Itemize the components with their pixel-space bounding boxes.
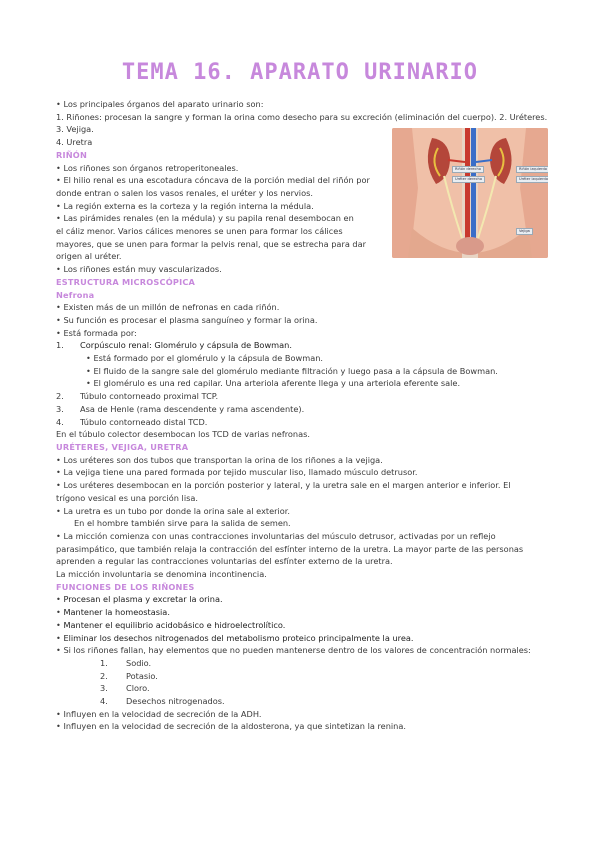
list-item: • Mantener el equilibrio acidobásico e hidroelectrolítico.: [56, 619, 548, 632]
organs-line: 1. Riñones: procesan la sangre y forman la orina como desecho para su excreción (eliminación del cuerpo). 2. Uréteres.: [56, 111, 548, 122]
list-item-cont: el cáliz menor. Varios cálices menores se unen para formar los cálices: [56, 226, 343, 237]
list-item: • El hilio renal es una escotadura cóncava de la porción medial del riñón por: [56, 174, 396, 187]
label-ureter-izquierdo: Uréter izquierdo: [516, 176, 548, 183]
page-title: TEMA 16. APARATO URINARIO: [121, 60, 479, 85]
numbered-item: [56, 657, 548, 670]
item-number: 4.: [100, 696, 108, 707]
list-item: • Si los riñones fallan, hay elementos que no pueden mantenerse dentro de los valores de concentración normales:: [56, 644, 548, 657]
item-text: Desechos nitrogenados.: [126, 696, 225, 707]
item-number: 4.: [56, 416, 64, 427]
organs-heading: • Los principales órganos del aparato urinario son:: [56, 98, 548, 111]
list-item: • Los uréteres desembocan en la porción posterior y lateral, y la uretra sale en el margen anterior e inferior. El: [56, 479, 548, 492]
organs-line: 4. Uretra: [56, 137, 93, 148]
section-heading-ureteres: URÉTERES, VEJIGA, URETRA: [56, 441, 189, 452]
list-item: • Su función es procesar el plasma sanguíneo y formar la orina.: [56, 314, 548, 327]
item-number: 1.: [100, 657, 108, 668]
item-number: 3.: [56, 403, 64, 414]
list-item-cont: trígono vesical es una porción lisa.: [56, 492, 198, 503]
list-item-cont: La micción involuntaria se denomina incontinencia.: [56, 569, 267, 580]
numbered-item: [56, 682, 548, 695]
item-text: Asa de Henle (rama descendente y rama ascendente).: [80, 403, 305, 414]
sub-item: • El fluido de la sangre sale del glomérulo mediante filtración y luego pasa a la cápsula de Bowman.: [56, 365, 548, 378]
item-text: Túbulo contorneado distal TCD.: [80, 416, 208, 427]
numbered-item: [56, 339, 548, 352]
label-vejiga: Vejiga: [516, 228, 533, 235]
list-item: • Influyen en la velocidad de secreción de la ADH.: [56, 708, 548, 721]
numbered-item: [56, 390, 548, 403]
label-ureter-derecho: Uréter derecho: [452, 176, 485, 183]
list-item: • Los uréteres son dos tubos que transportan la orina de los riñones a la vejiga.: [56, 454, 548, 467]
numbered-item: [56, 416, 548, 429]
item-number: 1.: [56, 340, 64, 351]
section-heading-rinon: RIÑÓN: [56, 149, 88, 160]
list-item: • Mantener la homeostasia.: [56, 606, 548, 619]
organs-line: 3. Vejiga.: [56, 124, 94, 135]
list-item: • La micción comienza con unas contracciones involuntarias del músculo detrusor, activadas por un reflejo: [56, 530, 548, 543]
section-heading-funciones: FUNCIONES DE LOS RIÑONES: [56, 581, 195, 592]
numbered-item: [56, 403, 548, 416]
list-item-cont: aprenden a regular las contracciones voluntarias del esfínter externo de la uretra.: [56, 556, 393, 567]
list-item-cont: mayores, que se unen para formar la pelvis renal, que se estrecha para dar: [56, 238, 367, 249]
list-item: • La región externa es la corteza y la región interna la médula.: [56, 200, 396, 213]
list-item: • Influyen en la velocidad de secreción de la aldosterona, ya que sintetizan la renina.: [56, 720, 548, 733]
item-number: 2.: [100, 670, 108, 681]
list-item: • La uretra es un tubo por donde la orina sale al exterior.: [56, 505, 548, 518]
list-item-cont: parasimpático, que también relaja la contracción del esfínter interno de la uretra. La mayor parte de las personas: [56, 543, 524, 554]
sub-item: • Está formado por el glomérulo y la cápsula de Bowman.: [56, 352, 548, 365]
list-item: • La vejiga tiene una pared formada por tejido muscular liso, llamado músculo detrusor.: [56, 466, 548, 479]
item-text: Corpúsculo renal: Glomérulo y cápsula de Bowman.: [80, 340, 292, 351]
section-heading-estructura: ESTRUCTURA MICROSCÓPICA: [56, 276, 196, 287]
item-text: Potasio.: [126, 670, 158, 681]
list-item: • Eliminar los desechos nitrogenados del metabolismo proteico principalmente la urea.: [56, 632, 548, 645]
item-number: 3.: [100, 683, 108, 694]
list-item: • Las pirámides renales (en la médula) y su papila renal desembocan en: [56, 212, 396, 225]
list-item: • Procesan el plasma y excretar la orina.: [56, 593, 548, 606]
label-rinon-derecho: Riñón derecho: [452, 166, 484, 173]
list-item: • Está formada por:: [56, 327, 548, 340]
subheading-nefrona: Nefrona: [56, 289, 95, 300]
item-text: Sodio.: [126, 657, 152, 668]
label-rinon-izquierdo: Riñón izquierdo: [516, 166, 548, 173]
item-number: 2.: [56, 391, 64, 402]
list-item: • Los riñones son órganos retroperitoneales.: [56, 162, 548, 175]
numbered-item: [56, 670, 548, 683]
sub-item: • El glomérulo es una red capilar. Una arteriola aferente llega y una arteriola eferente sale.: [56, 377, 548, 390]
list-item: • Existen más de un millón de nefronas en cada riñón.: [56, 301, 548, 314]
list-item-cont: En el hombre también sirve para la salida de semen.: [74, 518, 291, 529]
list-item-cont: donde entran o salen los vasos renales, el uréter y los nervios.: [56, 187, 313, 198]
numbered-item: [56, 695, 548, 708]
item-text: Túbulo contorneado proximal TCP.: [80, 391, 219, 402]
item-text: Cloro.: [126, 683, 150, 694]
list-item: • Los riñones están muy vascularizados.: [56, 263, 548, 276]
closing-line: En el túbulo colector desembocan los TCD de varias nefronas.: [56, 429, 310, 440]
notes-body: [56, 98, 548, 733]
list-item-cont: origen al uréter.: [56, 251, 122, 262]
